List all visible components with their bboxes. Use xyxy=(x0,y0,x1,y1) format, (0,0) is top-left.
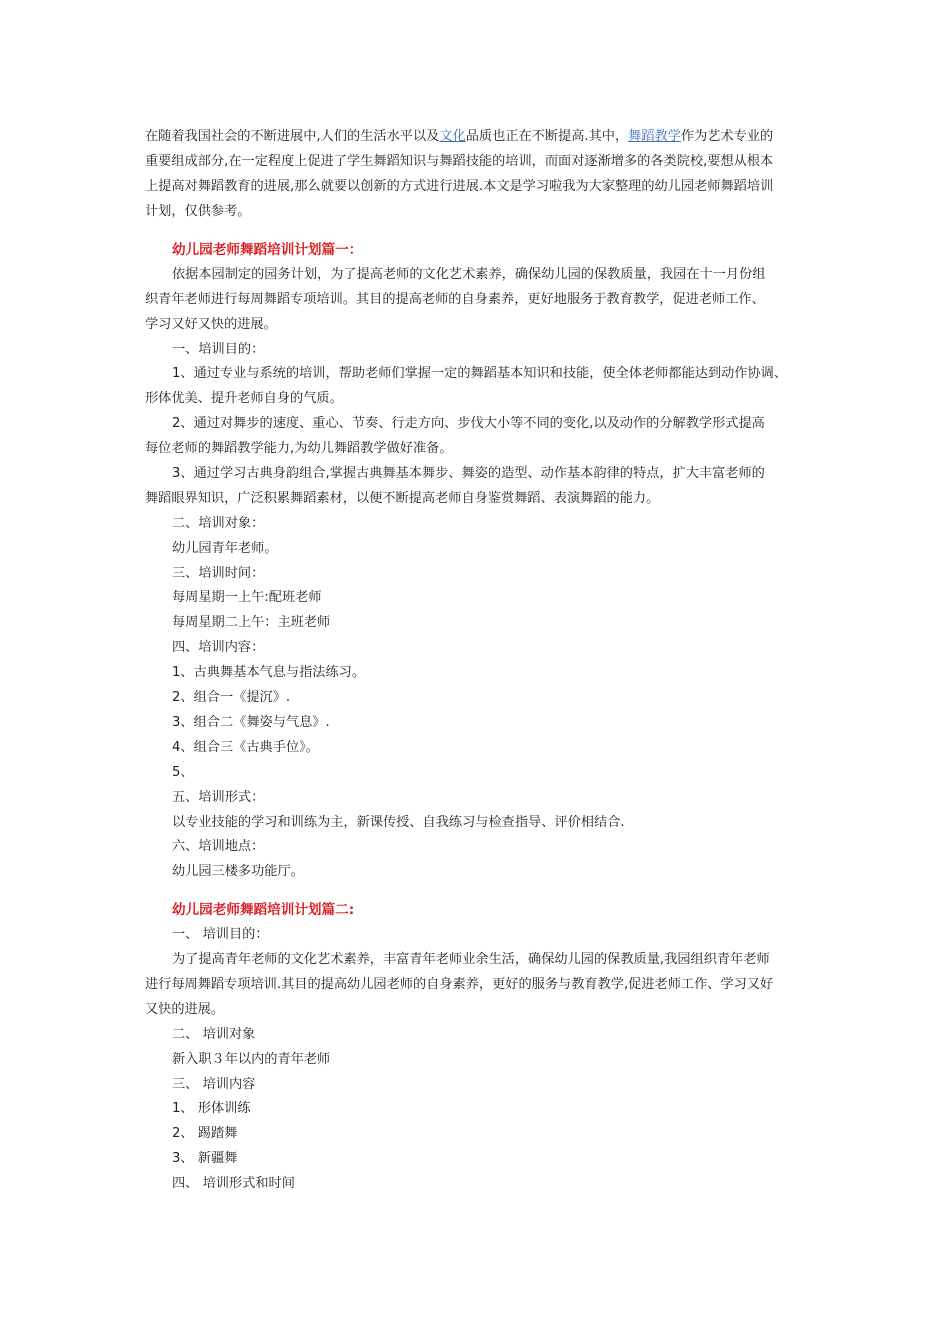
body-line: 以专业技能的学习和训练为主，新课传授、自我练习与检查指导、评价相结合. xyxy=(172,815,625,830)
body-line: 进行每周舞蹈专项培训.其目的提高幼儿园老师的自身素养，更好的服务与教育教学,促进老师工作、学习又好 xyxy=(145,977,774,992)
body-line: 四、 培训形式和时间 xyxy=(172,1176,295,1191)
body-line: 为了提高青年老师的文化艺术素养，丰富青年老师业余生活，确保幼儿园的保教质量,我园组织青年老师 xyxy=(172,952,770,967)
body-line: 5、 xyxy=(172,765,194,780)
body-line: 形体优美、提升老师自身的气质。 xyxy=(145,391,343,406)
body-line: 3、通过学习古典身韵组合,掌握古典舞基本舞步、舞姿的造型、动作基本韵律的特点，扩大丰富老师的 xyxy=(172,466,765,481)
body-line: 3、 新疆舞 xyxy=(172,1151,238,1166)
body-line: 1、通过专业与系统的培训，帮助老师们掌握一定的舞蹈基本知识和技能，使全体老师都能达到动作协调、 xyxy=(172,366,788,381)
body-line: 四、培训内容： xyxy=(172,640,265,655)
body-line: 五、培训形式： xyxy=(172,790,265,805)
body-line: 每周星期二上午：主班老师 xyxy=(172,615,331,630)
body-line: 一、培训目的： xyxy=(172,342,265,357)
intro-line: 计划，仅供参考。 xyxy=(145,204,251,219)
body-line: 六、培训地点： xyxy=(172,839,265,854)
body-line: 舞蹈眼界知识，广泛积累舞蹈素材，以便不断提高老师自身鉴赏舞蹈、表演舞蹈的能力。 xyxy=(145,491,660,506)
body-line: 每位老师的舞蹈教学能力,为幼儿舞蹈教学做好准备。 xyxy=(145,441,453,456)
body-line: 每周星期一上午:配班老师 xyxy=(172,590,322,605)
body-line: 学习又好又快的进展。 xyxy=(145,317,277,332)
body-line: 2、 踢踏舞 xyxy=(172,1126,238,1141)
body-line: 2、通过对舞步的速度、重心、节奏、行走方向、步伐大小等不同的变化,以及动作的分解教学形式提高 xyxy=(172,416,765,431)
body-line: 依据本园制定的园务计划，为了提高老师的文化艺术素养，确保幼儿园的保教质量，我园在十一月份组 xyxy=(172,267,766,282)
body-line: 三、培训时间： xyxy=(172,566,265,581)
body-line: 又快的进展。 xyxy=(145,1002,225,1017)
body-line: 3、组合二《舞姿与气息》. xyxy=(172,715,330,730)
intro-line xyxy=(145,128,773,146)
body-line: 2、组合一《提沉》. xyxy=(172,690,291,705)
intro-text: 作为艺术专业的 xyxy=(680,129,774,144)
intro-text: 品质也正在不断提高.其中， xyxy=(465,129,629,144)
intro-line: 上提高对舞蹈教育的进展,那么就要以创新的方式进行进展.本文是学习啦我为大家整理的幼儿园老师舞蹈培训 xyxy=(145,179,774,194)
body-line: 4、组合三《古典手位》。 xyxy=(172,740,319,755)
section-heading: 幼儿园老师舞蹈培训计划篇二: xyxy=(172,902,355,918)
body-line: 1、 形体训练 xyxy=(172,1101,251,1116)
body-line: 织青年老师进行每周舞蹈专项培训。其目的提高老师的自身素养，更好地服务于教育教学，促进老师工作、 xyxy=(145,292,765,307)
body-line: 二、培训对象： xyxy=(172,516,265,531)
body-line: 三、 培训内容 xyxy=(172,1077,256,1092)
intro-line: 重要组成部分,在一定程度上促进了学生舞蹈知识与舞蹈技能的培训，而面对逐渐增多的各类院校,要想从根本 xyxy=(145,154,774,169)
intro-text: 在随着我国社会的不断进展中,人们的生活水平以及 xyxy=(145,129,440,144)
body-line: 二、 培训对象 xyxy=(172,1027,256,1042)
body-line: 1、古典舞基本气息与指法练习。 xyxy=(172,665,366,680)
body-line: 一、 培训目的： xyxy=(172,927,269,942)
body-line: 新入职３年以内的青年老师 xyxy=(172,1052,331,1067)
culture-link[interactable]: 文化 xyxy=(439,129,466,144)
body-line: 幼儿园青年老师。 xyxy=(172,541,278,556)
section-heading: 幼儿园老师舞蹈培训计划篇一： xyxy=(172,242,363,258)
body-line: 幼儿园三楼多功能厅。 xyxy=(172,864,304,879)
dance-teaching-link[interactable]: 舞蹈教学 xyxy=(628,129,681,144)
